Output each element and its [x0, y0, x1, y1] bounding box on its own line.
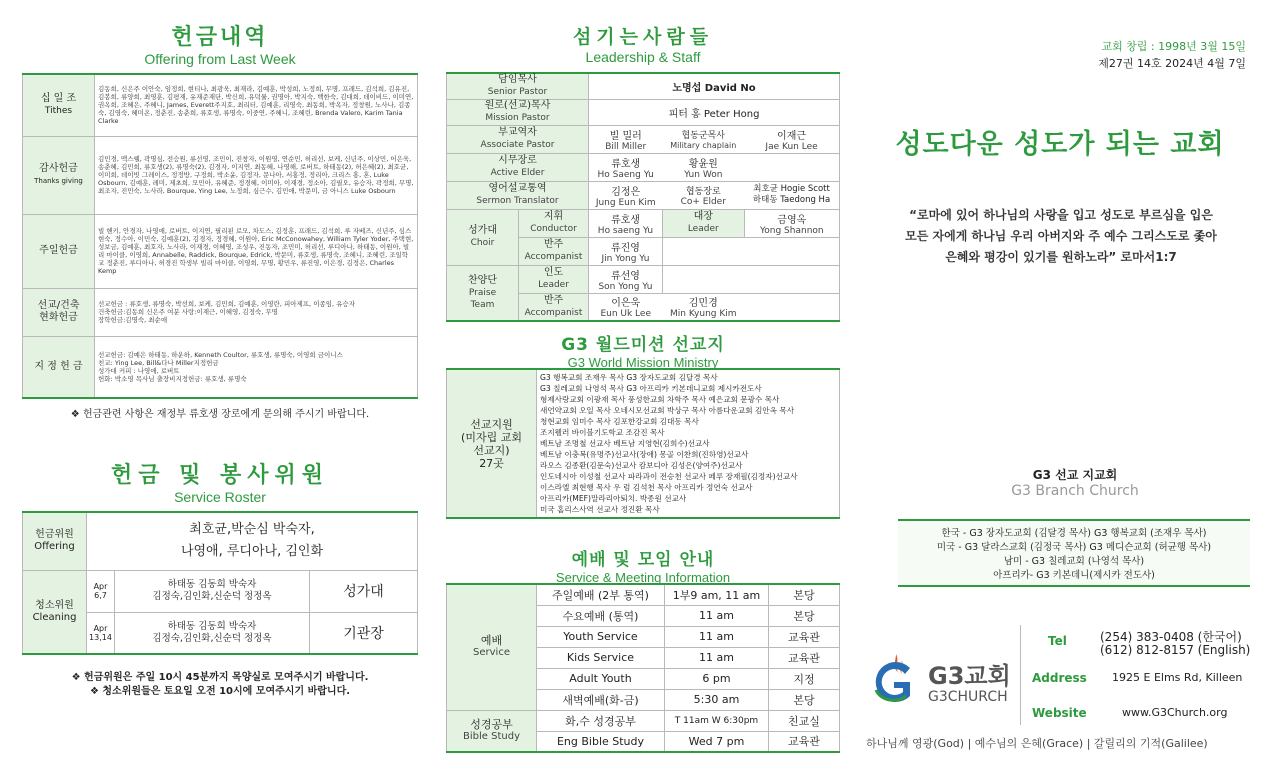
table-row: 반주 Accompanist 이은욱 Eun Uk Lee 김민경 Min Kyung Kim: [447, 293, 840, 321]
row-text: 김민경, 맥스웰, 곽명심, 전승원, 류선영, 조민이, 진창자, 이원영, 연순민, 허리선, 보케, 신년주, 이상민, 어은욱, 송춘혜, 김민희, 류호생(2), 류명숙(2), 김경자, 이지연, 최동혜, 나영해, 로버트, 하태동(2), 허은혜(2), 최호균, 이미희, 데이빗 그레이스, 정정방, 구정희, 박소윤, 김정자, 문나아, 서홍정, 정리아, 크리스 홍, 혼, Luke Osbourn, 김예훈, 레미, 제초희, 모민아, 유혜준, 정경혜, 이미아, 이재경, 정소아, 김필오, 유승자, 곽정희, 무명, 최조자, 진민숙, 노사라, Bourque, Ying Lee, 노정희, 심근수, 김민애, 박문미, 금 아니스 Luke Osbourn: [95, 136, 418, 214]
roster-note-1: ❖ 헌금위원은 주일 10시 45분까지 목양실로 모여주시기 바랍니다.: [71, 672, 369, 683]
worship-title: 예배 및 모임 안내: [571, 550, 715, 570]
church-motto: 성도다운 성도가 되는 교회: [895, 129, 1225, 160]
branch-subtitle: G3 Branch Church: [1011, 483, 1139, 499]
offering-names: 나영애, 루디아나, 김인화: [180, 544, 324, 560]
table-row: 찬양단 Praise Team 인도 Leader 류선영 Son Yong Yu: [447, 265, 840, 293]
tel-korean: (254) 383-0408 (한국어): [1100, 630, 1242, 644]
row-label: 주일헌금: [39, 245, 78, 256]
row-label: 십 일 조: [40, 93, 77, 105]
row-text: 빌 헨키, 안경자, 나영애, 로버트, 이지연, 필리핀 로모, 차도스, 김정훈, 프래드, 김석희, 루 자베즈, 신년주, 심스 현숙, 정수아, 이민숙, 김예훈(2), 김경자, 정경혜, 이원아, Eric McConowahey, William Tyler Yoder, 주택현, 성보금, 김예훈, 최호자, 노사라, 이재경, 이혜영, 조성우, 진동자, 조민미, 허리선, 루디아나, 하태동, 이원아, 빌리 마이클, 이영희, Annabelle, Raddick, Bourque, Edrick, 박문미, 류호생, 류명숙, 조혜니, 조혜린, 조일학교 정춘진, 루디아나, 허경진 학생부 빌리 마이클, 이영희, 무명, 황민우, 류진영, 이은경, 김정은, Charles Kemp: [95, 214, 418, 288]
table-row: 시무장로 Active Elder 류호생 Ho Saeng Yu 황윤원 Yun Won: [447, 153, 840, 181]
address-label: Address: [1032, 671, 1087, 685]
table-row: 원로(선교)목사 Mission Pastor 피터 홍 Peter Hong: [447, 99, 840, 125]
table-row: 성경공부 Bible Study 화,수 성경공부 T 11am W 6:30pm 친교실: [447, 710, 840, 731]
row-label: 선교/건축: [37, 300, 80, 311]
mission-line: 인도네시아 이성철 선교사 파라과이 전승천 선교사 페루 장재필(김정자)선교사: [540, 472, 798, 481]
mission-line: 형제사랑교회 이광재 목사 풍성한교회 차학주 목사 예은교회 문광수 목사: [540, 395, 780, 404]
mission-line: 라오스 김종환(김문숙)선교사 캄보디아 김성은(양여주)선교사: [540, 461, 743, 470]
divider: [1020, 625, 1021, 725]
mission-line: G3 칠레교회 나영석 목사 G3 아프리카 키본데니교회 제시카전도사: [540, 384, 762, 393]
bible-verse: “로마에 있어 하나님의 사랑을 입고 성도로 부르심을 입은 모든 자에게 하나님 우리 아버지와 주 예수 그리스도로 좇아 은혜와 평강이 있기를 원하노라” 로마서1:7: [905, 208, 1217, 264]
offering-names: 최호균,박순심 박숙자,: [189, 522, 315, 538]
founded-date: 교회 창립 : 1998년 3월 15일: [1101, 40, 1246, 53]
table-row: 감사헌금 Thanks giving 김민경, 맥스웰, 곽명심, 전승원, 류선영, 조민이, 진창자, 이원영, 연순민, 허리선, 보케, 신년주, 이상민, 어은욱, 송춘혜, 김민희, 류호생(2), 류명숙(2), 김경자, 이지연, 최동혜, 나영해, 로버트, 하태동(2), 허은혜(2), 최호균, 이미희, 데이빗 그레이스, 정정방, 구정희, 박소윤, 김정자, 문나아, 서홍정, 정리아, 크리스 홍, 혼, Luke Osbourn, 김예훈, 레미, 제초희, 모민아, 유혜준, 정경혜, 이미아, 이재경, 정소아, 김필오, 유승자, 곽정희, 무명, 최조자, 진민숙, 노사라, Bourque, Ying Lee, 노정희, 심근수, 김민애, 박문미, 금 아니스 Luke Osbourn: [23, 136, 418, 214]
tel-english: (612) 812-8157 (English): [1100, 643, 1251, 657]
table-row: 부교역자 Associate Pastor 빌 밀러 Bill Miller 협동군목사 Military chaplain 이재근 Jae Kun Lee: [447, 125, 840, 153]
tel-label: Tel: [1048, 634, 1067, 648]
table-row: Youth Service 11 am 교육관: [447, 626, 840, 647]
address-value: 1925 E Elms Rd, Killeen: [1112, 671, 1243, 684]
table-row: Eng Bible Study Wed 7 pm 교육관: [447, 731, 840, 752]
mission-line: G3 행복교회 조재우 목사 G3 장자도교회 김달경 목사: [540, 373, 718, 382]
roster-title: 헌금 및 봉사위원: [110, 463, 330, 488]
row-label: 감사헌금: [39, 163, 78, 174]
table-row: Adult Youth 6 pm 지정: [447, 668, 840, 689]
mission-table: [446, 368, 840, 519]
table-row: 영어설교통역 Sermon Translator 김정은 Jung Eun Kim 협동장로 Co+ Elder 최호균 Hogie Scott 하태동 Taedong Ha: [447, 181, 840, 209]
table-row: 청소위원 Cleaning Apr 6,7 하태동 김동희 박숙자 김정숙,김인화,신순덕 정정옥 성가대: [23, 570, 418, 612]
mission-section: [446, 330, 840, 370]
logo-text: G3교회: [928, 662, 1011, 690]
worship-table: [446, 583, 840, 753]
issue-number: 제27권 14호 2024년 4월 7일: [1098, 57, 1246, 70]
table-row: 성가대 Choir 지휘 Conductor 류호생 Ho saeng Yu 대장 Leader 금영옥 Yong Shannon: [447, 209, 840, 237]
table-row: 반주 Accompanist 류진영 Jin Yong Yu: [447, 237, 840, 265]
worship-section: [446, 545, 840, 585]
roster-section: [22, 458, 418, 505]
mission-subtitle: G3 World Mission Ministry: [567, 355, 719, 370]
staff-title: 섬기는사람들: [572, 26, 714, 48]
table-row: 새벽예배(화-금) 5:30 am 본당: [447, 689, 840, 710]
branch-item: 남미 - G3 칠레교회 (나영석 목사): [1003, 556, 1145, 567]
mission-line: 조지웰러 바이블기도학교 조감진 목사: [540, 428, 665, 437]
offering-section: [22, 20, 418, 67]
mission-title: G3 월드미션 선교지: [561, 335, 725, 355]
footer-tagline: 하나님께 영광(God) | 예수님의 은혜(Grace) | 갈릴리의 기적(Galilee): [866, 737, 1208, 750]
cleaning-team: 성가대: [310, 570, 418, 612]
table-row: 선교지원 (미자립 교회 선교지) 27곳 G3 행복교회 조재우 목사 G3 장자도교회 김달경 목사 G3 칠레교회 나영석 목사 G3 아프리카 키본데니교회 제시카전도사 형제사랑교회 이광재 목사 풍성한교회 차학주 목사 예은교회 문광수 목사 새언약교회 오일 목사 오네시모선교회 박상구 목사 아름다운교회 김안옥 목사 청현교회 임미수 목사 김포한강교회 김대동 목사 조지웰러 바이블기도학교 조감진 목사 베트남 조명철 선교사 베트남 지영현(김희수)선교사 베트남 이충복(유명주)선교사(장애) 몽골 이찬희(진하영)선교사 라오스 김종환(김문숙)선교사 캄보디아 김성은(양여주)선교사 인도네시아 이성철 선교사 파라과이 전승천 선교사 페루 장재필(김정자)선교사 이스라엘 최현행 목사 우 럼 김석천 목사 아프리카 정연숙 선교사 아프리카(MEF)말라리아퇴치. 박종원 선교사 미국 홈리스사역 선교사 정진환 목사: [447, 369, 840, 518]
roster-subtitle: Service Roster: [174, 489, 266, 505]
staff-table: [446, 72, 840, 322]
offering-table: [22, 73, 418, 399]
mission-line: 청현교회 임미수 목사 김포한강교회 김대동 목사: [540, 417, 699, 426]
branch-list: [898, 519, 1250, 587]
mission-line: 베트남 이충복(유명주)선교사(장애) 몽골 이찬희(진하영)선교사: [540, 450, 749, 459]
mission-line: 미국 홈리스사역 선교사 정진환 목사: [540, 505, 660, 514]
row-label: 지 정 헌 금: [34, 360, 83, 372]
staff-subtitle: Leadership & Staff: [585, 49, 701, 65]
table-row: 수요예배 (통역) 11 am 본당: [447, 605, 840, 626]
mission-line: 아프리카(MEF)말라리아퇴치. 박종원 선교사: [540, 494, 687, 503]
senior-pastor-name: 노명섭 David No: [589, 73, 840, 99]
table-row: 예배 Service 주일예배 (2부 통역) 1부9 am, 11 am 본당: [447, 584, 840, 605]
website-label: Website: [1032, 706, 1087, 720]
website-link[interactable]: www.G3Church.org: [1122, 706, 1228, 719]
mission-line: 새언약교회 오일 목사 오네시모선교회 박상구 목사 아름다운교회 김안옥 목사: [540, 406, 795, 415]
branch-item: 미국 - G3 달라스교회 (김정국 목사) G3 메디슨교회 (허균행 목사): [936, 542, 1212, 553]
cleaning-team: 기관장: [310, 612, 418, 654]
branch-title: G3 선교 지교회: [1032, 468, 1118, 482]
table-row: Kids Service 11 am 교육관: [447, 647, 840, 668]
logo-subtext: G3CHURCH: [928, 689, 1008, 705]
row-text: 선교헌금: 김예은 하태동, 하운하, Kenneth Coultor, 류호생, 류명숙, 이영희 금이니스 친교: Ying Lee, Bill&다나 Miller지정헌금 성가대 커피 : 나영애, 로버트 헌화: 박소영 목사님 출장비지정헌금: 류호생, 류명숙: [95, 336, 418, 398]
table-row: 담임목사 Senior Pastor 노명섭 David No: [447, 73, 840, 99]
offering-title: 헌금내역: [171, 25, 269, 50]
roster-table: [22, 511, 418, 655]
table-row: 십 일 조 Tithes 김동희, 신은주 이안숙, 임정희, 현티나, 최광욱, 최재라, 김예훈, 박성희, 노정희, 무명, 프래드, 김석희, 김유진, 김봉희, 류양희, 최영훈, 김평재, 유재준재단, 박신희, 유덕뮬, 권명아, 박지숙, 백한숙, 김대희, 데이비드, 이미연, 권옥희, 조혜은, 주혜니, James, Everett주지호, 최리터, 김예훈, 리영숙, 최동희, 박옥자, 정창원, 노사나, 김종숙, 김영숙, 혜미온, 정춘진, 송춘희, 류호생, 류명숙, 이중연, 주혜니, 조혜린, Brenda Valero, Karim Tania Clarke: [23, 74, 418, 136]
table-row: 선교/건축 현화헌금 선교헌금 : 류호생, 류명숙, 박선희, 보케, 김민희, 김예훈, 이영란, 피아제프, 이종임, 유승자 건축헌금:김동희 신은주 여분 사랑:이재근, 이혜영, 김정숙, 무명 장학헌금:김명숙, 최순애: [23, 288, 418, 336]
table-row: Apr 13,14 하태동 김동희 박숙자 김정숙,김인화,신순덕 정정옥 기관장: [23, 612, 418, 654]
roster-note-2: ❖ 청소위원들은 토요일 오전 10시에 모여주시기 바랍니다.: [89, 686, 351, 697]
worship-subtitle: Service & Meeting Information: [555, 570, 731, 585]
table-row: [23, 336, 418, 398]
row-text: 선교헌금 : 류호생, 류명숙, 박선희, 보케, 김민희, 김예훈, 이영란, 피아제프, 이종임, 유승자 건축헌금:김동희 신은주 여분 사랑:이재근, 이혜영, 김정숙, 무명 장학헌금:김명숙, 최순애: [95, 288, 418, 336]
table-row: [23, 214, 418, 288]
staff-section: [446, 22, 840, 65]
offering-note: ❖ 헌금관련 사항은 재정부 류호생 장로에게 문의해 주시기 바랍니다.: [70, 409, 370, 420]
church-logo-icon: [866, 650, 918, 710]
mission-line: 이스라엘 최현행 목사 우 럼 김석천 목사 아프리카 정연숙 선교사: [540, 483, 753, 492]
mission-pastor-name: 피터 홍 Peter Hong: [589, 99, 840, 125]
mission-line: 베트남 조명철 선교사 베트남 지영현(김희수)선교사: [540, 439, 710, 448]
row-text: 김동희, 신은주 이안숙, 임정희, 현티나, 최광욱, 최재라, 김예훈, 박성희, 노정희, 무명, 프래드, 김석희, 김유진, 김봉희, 류양희, 최영훈, 김평재, 유재준재단, 박신희, 유덕뮬, 권명아, 박지숙, 백한숙, 김대희, 데이비드, 이미연, 권옥희, 조혜은, 주혜니, James, Everett주지호, 최리터, 김예훈, 리영숙, 최동희, 박옥자, 정창원, 노사나, 김종숙, 김영숙, 혜미온, 정춘진, 송춘희, 류호생, 류명숙, 이중연, 주혜니, 조혜린, Brenda Valero, Karim Tania Clarke: [95, 74, 418, 136]
branch-item: 한국 - G3 장자도교회 (김달경 목사) G3 행복교회 (조재우 목사): [941, 528, 1207, 539]
offering-subtitle: Offering from Last Week: [144, 51, 296, 67]
branch-item: 아프리카- G3 키본데니(제시카 전도사): [993, 570, 1155, 581]
table-row: 헌금위원 Offering 최호균,박순심 박숙자, 나영애, 루디아나, 김인화: [23, 512, 418, 570]
